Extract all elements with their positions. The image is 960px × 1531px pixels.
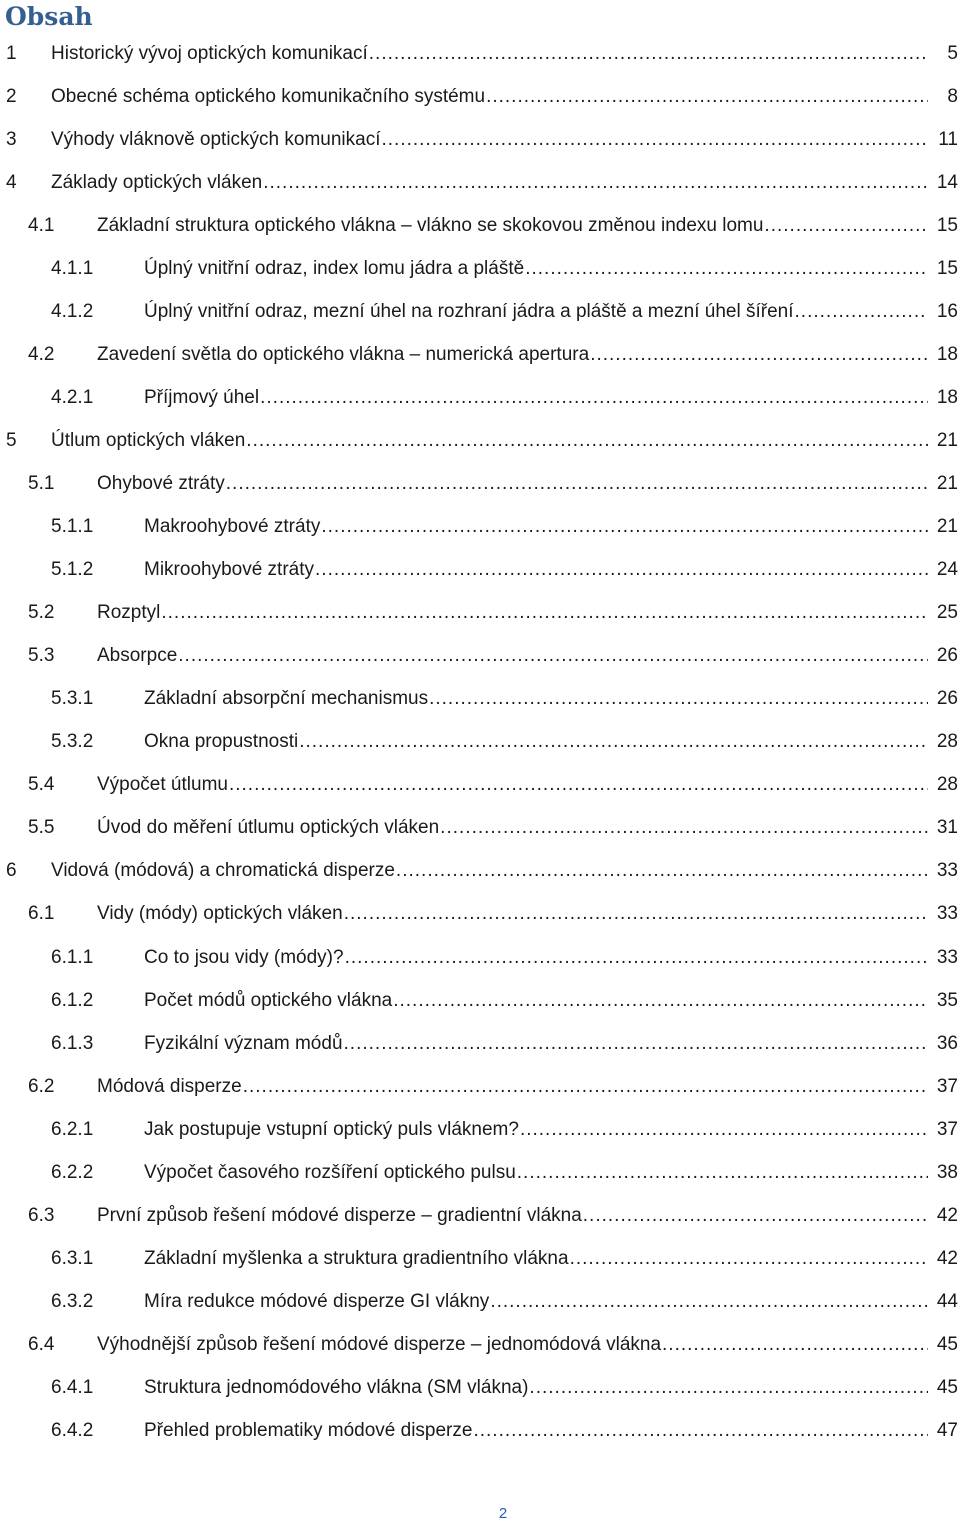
dot-leader xyxy=(344,903,928,925)
toc-entry-text: Výpočet útlumu xyxy=(97,774,228,796)
toc-entry-text: Výpočet časového rozšíření optického pulsu xyxy=(144,1161,516,1183)
toc-entry-number: 6.3.1 xyxy=(51,1247,94,1269)
dot-leader xyxy=(226,473,928,495)
toc-entry-page: 33 xyxy=(936,946,958,968)
toc-entry-page: 28 xyxy=(936,774,958,796)
toc-entry-number: 6.4.1 xyxy=(51,1376,94,1398)
toc-entry-page: 21 xyxy=(936,472,958,494)
toc-entry[interactable] xyxy=(0,290,960,333)
toc-entry[interactable] xyxy=(0,462,960,505)
toc-entry-page: 33 xyxy=(936,860,958,882)
dot-leader xyxy=(490,1291,928,1313)
toc-entry-page: 8 xyxy=(947,85,958,107)
toc-entry-page: 36 xyxy=(936,1032,958,1054)
toc-entry-page: 31 xyxy=(936,817,958,839)
toc-entry[interactable] xyxy=(0,1151,960,1194)
toc-entry-number: 5.2 xyxy=(28,602,55,624)
dot-leader xyxy=(260,387,928,409)
toc-entry-number: 5 xyxy=(6,429,17,451)
toc-entry-number: 3 xyxy=(6,128,17,150)
toc-entry-text: Základní struktura optického vlákna – vlákno se skokovou změnou indexu lomu xyxy=(97,214,764,236)
toc-entry-number: 4.1.1 xyxy=(51,257,94,279)
toc-entry-text: Struktura jednomódového vlákna (SM vlákna) xyxy=(144,1376,529,1398)
toc-entry-number: 5.3 xyxy=(28,645,55,667)
toc-entry[interactable] xyxy=(0,936,960,979)
dot-leader xyxy=(662,1334,928,1356)
toc-entry-text: Absorpce xyxy=(97,645,178,667)
dot-leader xyxy=(229,774,928,796)
dot-leader xyxy=(440,817,928,839)
toc-entry-number: 6.2.1 xyxy=(51,1118,94,1140)
toc-entry-text: Příjmový úhel xyxy=(144,386,260,408)
toc-entry[interactable] xyxy=(0,1410,960,1453)
toc-entry-text: Jak postupuje vstupní optický puls vláknem? xyxy=(144,1118,519,1140)
toc-entry-text: Obecné schéma optického komunikačního systému xyxy=(51,85,486,107)
toc-entry-page: 45 xyxy=(936,1333,958,1355)
toc-entry-number: 5.3.2 xyxy=(51,731,94,753)
toc-entry-text: Výhodnější způsob řešení módové disperze – jednomódová vlákna xyxy=(97,1333,662,1355)
dot-leader xyxy=(345,947,928,969)
toc-entry[interactable] xyxy=(0,247,960,290)
toc-entry-number: 5.5 xyxy=(28,817,55,839)
toc-entry-number: 5.3.1 xyxy=(51,688,94,710)
toc-entry-page: 14 xyxy=(936,171,958,193)
toc-entry-page: 33 xyxy=(936,903,958,925)
toc-entry-text: Míra redukce módové disperze GI vlákny xyxy=(144,1290,490,1312)
toc-entry-text: Úplný vnitřní odraz, mezní úhel na rozhraní jádra a pláště a mezní úhel šíření xyxy=(144,300,794,322)
toc-entry-page: 26 xyxy=(936,688,958,710)
toc-entry-page: 45 xyxy=(936,1376,958,1398)
toc-entry-page: 42 xyxy=(936,1204,958,1226)
toc-entry[interactable] xyxy=(0,75,960,118)
toc-entry-page: 15 xyxy=(936,257,958,279)
toc-entry-text: Vidová (módová) a chromatická disperze xyxy=(51,860,395,882)
toc-entry[interactable] xyxy=(0,635,960,678)
toc-entry-page: 24 xyxy=(936,559,958,581)
dot-leader xyxy=(570,1248,928,1270)
toc-entry-text: Výhody vláknově optických komunikací xyxy=(51,128,381,150)
toc-entry-number: 6.4.2 xyxy=(51,1420,94,1442)
toc-entry-text: Počet módů optického vlákna xyxy=(144,989,393,1011)
toc-entry-number: 4 xyxy=(6,171,17,193)
toc-entry-text: Vidy (módy) optických vláken xyxy=(97,903,343,925)
toc-entry[interactable] xyxy=(0,764,960,807)
toc-entry-number: 6.3.2 xyxy=(51,1290,94,1312)
dot-leader xyxy=(429,688,928,710)
toc-entry-text: Mikroohybové ztráty xyxy=(144,559,315,581)
toc-entry-text: Úvod do měření útlumu optických vláken xyxy=(97,817,440,839)
toc-entry[interactable] xyxy=(0,1323,960,1366)
dot-leader xyxy=(517,1162,928,1184)
dot-leader xyxy=(525,258,928,280)
toc-entry-page: 11 xyxy=(938,128,958,150)
dot-leader xyxy=(764,215,928,237)
dot-leader xyxy=(344,1033,928,1055)
dot-leader xyxy=(529,1377,928,1399)
toc-entry-number: 6 xyxy=(6,860,17,882)
dot-leader xyxy=(795,301,928,323)
toc-entry-page: 16 xyxy=(936,300,958,322)
dot-leader xyxy=(263,172,928,194)
toc-entry-page: 37 xyxy=(936,1118,958,1140)
toc-entry-number: 6.1.3 xyxy=(51,1032,94,1054)
toc-entry-page: 21 xyxy=(936,516,958,538)
toc-entry-number: 2 xyxy=(6,85,17,107)
toc-entry[interactable] xyxy=(0,1108,960,1151)
toc-entry-page: 35 xyxy=(936,989,958,1011)
toc-entry-text: První způsob řešení módové disperze – gradientní vlákna xyxy=(97,1204,582,1226)
toc-entry[interactable] xyxy=(0,592,960,635)
toc-entry-text: Historický vývoj optických komunikací xyxy=(51,42,368,64)
toc-entry-page: 47 xyxy=(936,1420,958,1442)
toc-entry[interactable] xyxy=(0,1280,960,1323)
toc-entry-number: 4.2 xyxy=(28,343,55,365)
toc-entry-text: Rozptyl xyxy=(97,602,161,624)
dot-leader xyxy=(161,602,928,624)
toc-entry-number: 5.1.2 xyxy=(51,559,94,581)
dot-leader xyxy=(178,645,928,667)
toc-entry[interactable] xyxy=(0,893,960,936)
dot-leader xyxy=(369,43,928,65)
toc-entry[interactable] xyxy=(0,549,960,592)
toc-entry[interactable] xyxy=(0,333,960,376)
toc-entry-page: 18 xyxy=(936,386,958,408)
toc-entry-page: 21 xyxy=(936,429,958,451)
dot-leader xyxy=(321,516,928,538)
dot-leader xyxy=(393,990,928,1012)
toc-entry-number: 1 xyxy=(6,42,17,64)
toc-entry-number: 4.1 xyxy=(28,214,55,236)
toc-entry[interactable] xyxy=(0,1237,960,1280)
toc-entry-text: Přehled problematiky módové disperze xyxy=(144,1420,473,1442)
toc-entry-text: Fyzikální význam módů xyxy=(144,1032,343,1054)
dot-leader xyxy=(590,344,928,366)
toc-entry-number: 6.1.1 xyxy=(51,946,94,968)
toc-entry-page: 26 xyxy=(936,645,958,667)
toc-entry[interactable] xyxy=(0,419,960,462)
page-number: 2 xyxy=(498,1505,508,1522)
toc-entry[interactable] xyxy=(0,32,960,75)
dot-leader xyxy=(246,430,928,452)
toc-entry-page: 37 xyxy=(936,1075,958,1097)
toc-entry-number: 4.2.1 xyxy=(51,386,94,408)
toc-entry-page: 44 xyxy=(936,1290,958,1312)
dot-leader xyxy=(486,86,928,108)
toc-entry-text: Základy optických vláken xyxy=(51,171,263,193)
toc-entry-number: 6.1.2 xyxy=(51,989,94,1011)
toc-entry-text: Útlum optických vláken xyxy=(51,429,246,451)
toc-entry-number: 6.1 xyxy=(28,903,55,925)
toc-entry-page: 38 xyxy=(936,1161,958,1183)
toc-entry-page: 42 xyxy=(936,1247,958,1269)
toc-entry[interactable] xyxy=(0,376,960,419)
dot-leader xyxy=(299,731,928,753)
toc-entry-number: 6.2 xyxy=(28,1075,55,1097)
toc-entry[interactable] xyxy=(0,979,960,1022)
toc-entry[interactable] xyxy=(0,161,960,204)
toc-entry-text: Základní absorpční mechanismus xyxy=(144,688,429,710)
toc-list xyxy=(0,32,960,1453)
toc-entry-number: 5.1.1 xyxy=(51,516,94,538)
toc-entry-text: Makroohybové ztráty xyxy=(144,516,321,538)
toc-entry-page: 15 xyxy=(936,214,958,236)
toc-entry-text: Základní myšlenka a struktura gradientního vlákna xyxy=(144,1247,569,1269)
dot-leader xyxy=(396,860,928,882)
toc-entry-number: 6.4 xyxy=(28,1333,55,1355)
toc-entry-number: 6.2.2 xyxy=(51,1161,94,1183)
toc-entry-text: Okna propustnosti xyxy=(144,731,299,753)
toc-entry-number: 4.1.2 xyxy=(51,300,94,322)
toc-entry[interactable] xyxy=(0,721,960,764)
dot-leader xyxy=(315,559,928,581)
dot-leader xyxy=(243,1076,928,1098)
toc-entry-number: 5.4 xyxy=(28,774,55,796)
toc-entry-page: 25 xyxy=(936,602,958,624)
toc-entry-number: 5.1 xyxy=(28,472,55,494)
toc-entry[interactable] xyxy=(0,1194,960,1237)
dot-leader xyxy=(520,1119,928,1141)
dot-leader xyxy=(473,1420,928,1442)
toc-entry-page: 18 xyxy=(936,343,958,365)
toc-entry-page: 5 xyxy=(947,42,958,64)
toc-entry[interactable] xyxy=(0,678,960,721)
toc-entry-page: 28 xyxy=(936,731,958,753)
toc-entry[interactable] xyxy=(0,807,960,850)
toc-entry[interactable] xyxy=(0,1022,960,1065)
toc-entry[interactable] xyxy=(0,118,960,161)
toc-entry[interactable] xyxy=(0,1065,960,1108)
toc-entry[interactable] xyxy=(0,204,960,247)
toc-entry[interactable] xyxy=(0,1366,960,1409)
toc-entry-text: Ohybové ztráty xyxy=(97,472,225,494)
toc-entry-text: Úplný vnitřní odraz, index lomu jádra a pláště xyxy=(144,257,525,279)
toc-entry-text: Co to jsou vidy (módy)? xyxy=(144,946,344,968)
toc-entry-text: Zavedení světla do optického vlákna – numerická apertura xyxy=(97,343,590,365)
toc-title: Obsah xyxy=(5,2,93,31)
toc-entry-number: 6.3 xyxy=(28,1204,55,1226)
toc-entry[interactable] xyxy=(0,850,960,893)
dot-leader xyxy=(382,129,929,151)
toc-entry-text: Módová disperze xyxy=(97,1075,242,1097)
toc-entry[interactable] xyxy=(0,506,960,549)
dot-leader xyxy=(583,1205,928,1227)
